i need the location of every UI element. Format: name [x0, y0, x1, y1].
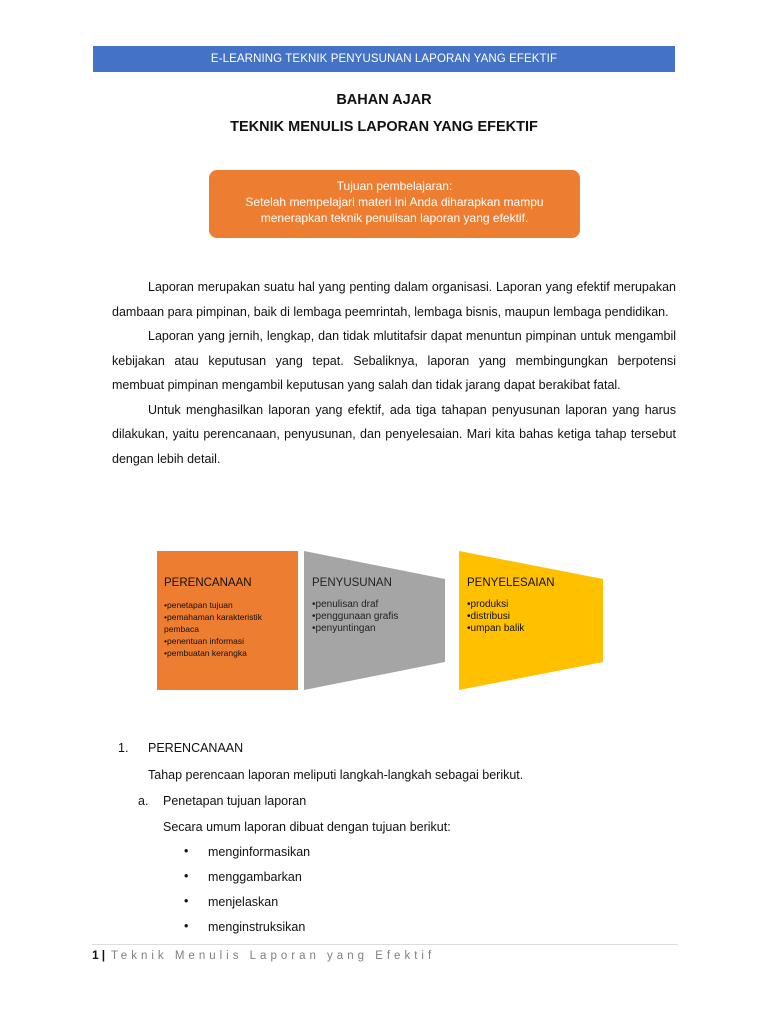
- list-item: menginformasikan: [208, 845, 311, 859]
- step-title: PENYUSUNAN: [312, 577, 392, 589]
- step-list: [467, 599, 524, 635]
- bullet-icon: •: [184, 869, 189, 883]
- section-number: 1.: [118, 741, 129, 755]
- title-line-1: BAHAN AJAR: [336, 92, 432, 108]
- subsection-intro: Secara umum laporan dibuat dengan tujuan berikut:: [163, 820, 451, 834]
- goal-line-1: Setelah mempelajari materi ini Anda diharapkan mampu: [245, 195, 544, 209]
- step-title: PERENCANAAN: [164, 577, 252, 589]
- step-item: •pemahaman karakteristik pembaca: [164, 612, 262, 634]
- page-number: 1: [92, 948, 99, 962]
- step-penyelesaian: [467, 551, 597, 690]
- step-list: [312, 599, 398, 635]
- step-item: •umpan balik: [467, 623, 525, 634]
- list-item: menginstruksikan: [208, 920, 306, 934]
- subsection-heading: Penetapan tujuan laporan: [163, 794, 307, 808]
- learning-goal-box: [209, 170, 580, 238]
- list-item: menjelaskan: [208, 895, 279, 909]
- footer-separator: |: [101, 948, 106, 962]
- bullet-icon: •: [184, 894, 189, 908]
- document-title-block: [0, 90, 768, 144]
- step-item: •pembuatan kerangka: [164, 648, 247, 658]
- page-footer: [92, 948, 435, 962]
- goal-heading: Tujuan pembelajaran:: [336, 179, 453, 193]
- step-title: PENYELESAIAN: [467, 577, 555, 589]
- step-item: •penetapan tujuan: [164, 600, 233, 610]
- subsection-letter: a.: [138, 794, 149, 808]
- title-line-2: TEKNIK MENULIS LAPORAN YANG EFEKTIF: [230, 119, 538, 135]
- step-item: •penyuntingan: [312, 623, 376, 634]
- section-intro: Tahap perencaan laporan meliputi langkah-langkah sebagai berikut.: [148, 768, 524, 782]
- step-penyusunan: [312, 551, 440, 690]
- step-perencanaan: [164, 551, 296, 690]
- intro-paragraphs: [112, 275, 676, 471]
- bullet-icon: •: [184, 844, 189, 858]
- list-item: menggambarkan: [208, 870, 302, 884]
- goal-line-2: menerapkan teknik penulisan laporan yang efektif.: [260, 211, 529, 225]
- process-diagram: [157, 551, 603, 690]
- footer-title: Teknik Menulis Laporan yang Efektif: [111, 950, 436, 962]
- section-heading: PERENCANAAN: [148, 741, 244, 755]
- step-item: •penentuan informasi: [164, 636, 245, 646]
- paragraph-1: Laporan merupakan suatu hal yang penting dalam organisasi. Laporan yang efektif merupakan dambaan para pimpinan, baik di lembaga peemrintah, lembaga bisnis, maupun lembaga pendidikan.: [112, 280, 676, 319]
- bullet-icon: •: [184, 919, 189, 933]
- step-item: •produksi: [467, 599, 509, 610]
- step-item: •penulisan draf: [312, 599, 379, 610]
- step-item: •penggunaan grafis: [312, 611, 399, 622]
- footer-divider: [92, 944, 678, 945]
- document-header-banner: E-LEARNING TEKNIK PENYUSUNAN LAPORAN YANG EFEKTIF: [93, 46, 675, 72]
- paragraph-3: Untuk menghasilkan laporan yang efektif, ada tiga tahapan penyusunan laporan yang harus dilakukan, yaitu perencanaan, penyusunan, dan penyelesaian. Mari kita bahas ketiga tahap tersebut dengan lebih detail.: [112, 402, 676, 466]
- step-list: [164, 599, 296, 659]
- step-item: •distribusi: [467, 611, 510, 622]
- paragraph-2: Laporan yang jernih, lengkap, dan tidak mlutitafsir dapat menuntun pimpinan untuk mengambil kebijakan atau keputusan yang tepat. Sebaliknya, laporan yang membingungkan berpotensi membuat pimpinan mengambil keputusan yang salah dan tidak jarang dapat berakibat fatal.: [112, 329, 676, 392]
